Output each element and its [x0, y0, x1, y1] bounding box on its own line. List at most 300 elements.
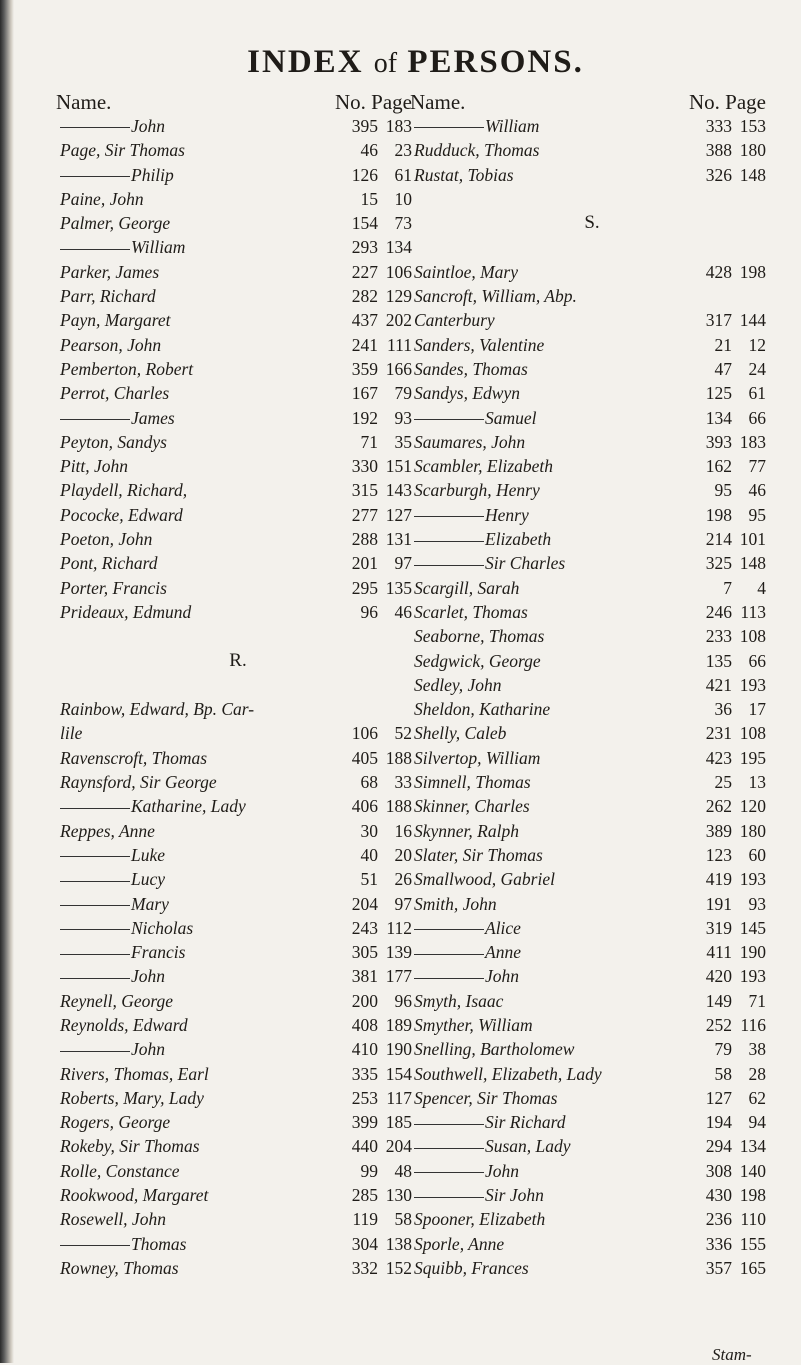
entry-number: 15: [360, 188, 378, 209]
entry-name: [414, 794, 530, 818]
entry-name: [60, 1062, 209, 1086]
index-entry: [408, 600, 776, 624]
index-entry: [408, 916, 776, 940]
entry-name-text: Spooner, Elizabeth: [414, 1209, 546, 1230]
entry-number: 119: [352, 1209, 378, 1230]
entry-number: 295: [351, 577, 378, 598]
ditto-dash: [60, 249, 130, 250]
index-entry: [54, 284, 422, 308]
entry-page: 193: [739, 966, 766, 987]
entry-number: 388: [705, 140, 732, 161]
ditto-dash: [60, 954, 130, 955]
entry-name: [60, 187, 144, 211]
index-entry: [54, 1207, 422, 1231]
entry-page: 143: [385, 480, 412, 501]
entry-page: 112: [386, 917, 412, 938]
entry-page: 117: [386, 1087, 412, 1108]
entry-name: [60, 381, 169, 405]
ditto-dash: [60, 856, 130, 857]
entry-name-text: Smyther, William: [414, 1014, 533, 1035]
index-entry: [54, 1062, 422, 1086]
entry-page: 61: [748, 383, 766, 404]
entry-name: [60, 454, 128, 478]
entry-number: 421: [705, 674, 732, 695]
entry-name: [60, 333, 161, 357]
entry-name-text: Reynolds, Edward: [60, 1014, 188, 1035]
entry-name: [414, 1086, 557, 1110]
entry-name: [414, 819, 519, 843]
entry-name-text: lile: [60, 723, 83, 744]
entry-name: [414, 163, 514, 187]
entry-page: 202: [385, 310, 412, 331]
entry-number: 423: [705, 747, 732, 768]
index-entry: [54, 406, 422, 430]
entry-name-text: Rookwood, Margaret: [60, 1185, 209, 1206]
index-entry: [408, 1207, 776, 1231]
entry-name: [414, 1013, 533, 1037]
entry-number: 317: [705, 310, 732, 331]
entry-page: 73: [394, 213, 412, 234]
index-entry: [408, 430, 776, 454]
entry-name: [60, 819, 155, 843]
entry-page: 120: [739, 796, 766, 817]
entry-number: 95: [714, 480, 732, 501]
entry-name-text: Saumares, John: [414, 431, 526, 452]
entry-name: [60, 357, 193, 381]
entry-number: 96: [360, 601, 378, 622]
entry-page: 134: [385, 237, 412, 258]
index-entry: [54, 527, 422, 551]
index-entry: [408, 721, 776, 745]
entry-number: 325: [705, 553, 732, 574]
entry-page: 77: [748, 456, 766, 477]
entry-number: 106: [351, 723, 378, 744]
entry-name-text: Henry: [485, 504, 529, 525]
entry-number: 336: [705, 1233, 732, 1254]
entry-number: 405: [351, 747, 378, 768]
entry-name: [414, 721, 506, 745]
entry-number: 326: [705, 164, 732, 185]
entry-name: [414, 989, 503, 1013]
entry-name-text: Pemberton, Robert: [60, 358, 194, 379]
entry-name: [60, 916, 193, 940]
index-entry: [54, 235, 422, 259]
index-entry: [408, 406, 776, 430]
index-entry: [408, 673, 776, 697]
index-entry: [54, 600, 422, 624]
entry-name: [60, 406, 175, 430]
index-entry: [54, 1086, 422, 1110]
entry-name: [60, 746, 207, 770]
index-entry: [54, 1232, 422, 1256]
index-entry: [408, 1086, 776, 1110]
entry-number: 231: [705, 723, 732, 744]
ditto-dash: [60, 881, 130, 882]
entry-number: 408: [351, 1014, 378, 1035]
entry-page: 148: [739, 164, 766, 185]
entry-name-text: Rustat, Tobias: [414, 164, 514, 185]
index-entry: [54, 1110, 422, 1134]
index-entry: [408, 1232, 776, 1256]
index-entry: [54, 308, 422, 332]
entry-name: [414, 381, 520, 405]
entry-name: [414, 892, 497, 916]
entry-name-text: Rudduck, Thomas: [414, 140, 540, 161]
entry-number: 25: [714, 772, 732, 793]
entry-name: [414, 624, 544, 648]
entry-number: 21: [714, 334, 732, 355]
entry-page: 195: [739, 747, 766, 768]
entry-page: 20: [394, 844, 412, 865]
entry-name-text: John: [485, 1160, 520, 1181]
index-entry: [54, 867, 422, 891]
entry-page: 116: [740, 1014, 766, 1035]
entry-number: 123: [705, 844, 732, 865]
entry-number: 440: [351, 1136, 378, 1157]
entry-number: 46: [360, 140, 378, 161]
header-no-page: No. Page: [335, 90, 412, 114]
entry-name-text: Mary: [131, 893, 169, 914]
entry-number: 410: [351, 1039, 378, 1060]
ditto-dash: [60, 978, 130, 979]
entry-page: 183: [385, 116, 412, 136]
page-binding-edge: [0, 0, 14, 1363]
entry-number: 381: [351, 966, 378, 987]
entry-page: 33: [394, 772, 412, 793]
index-entry: [54, 843, 422, 867]
entry-page: 94: [748, 1112, 766, 1133]
entry-number: 282: [351, 286, 378, 307]
index-entry: [54, 794, 422, 818]
entry-page: 97: [394, 553, 412, 574]
entry-name: [414, 1183, 544, 1207]
entry-number: 335: [351, 1063, 378, 1084]
ditto-dash: [414, 1172, 484, 1173]
entry-number: 420: [705, 966, 732, 987]
entry-page: 135: [385, 577, 412, 598]
index-entry: [54, 163, 422, 187]
entry-page: 127: [385, 504, 412, 525]
entry-name-text: Philip: [131, 164, 174, 185]
entry-page: 193: [739, 674, 766, 695]
entry-name: [414, 1062, 602, 1086]
entry-number: 204: [351, 893, 378, 914]
entry-name: [60, 964, 165, 988]
entry-name: [414, 1207, 545, 1231]
index-entry: [54, 454, 422, 478]
index-entry: [408, 454, 776, 478]
index-entry: [408, 163, 776, 187]
entry-name: [414, 1110, 566, 1134]
entry-name-text: John: [131, 116, 166, 136]
entry-number: 201: [351, 553, 378, 574]
index-entry: [408, 284, 776, 308]
entry-number: 154: [351, 213, 378, 234]
entry-number: 135: [705, 650, 732, 671]
index-entry: [54, 187, 422, 211]
ditto-dash: [60, 808, 130, 809]
entry-name: [60, 284, 156, 308]
index-entry: [54, 916, 422, 940]
ditto-dash: [414, 419, 484, 420]
entry-name: [60, 1013, 188, 1037]
index-entry: [54, 478, 422, 502]
entry-name-text: Sancroft, William, Abp.: [414, 286, 577, 307]
ditto-dash: [414, 1197, 484, 1198]
entry-page: 28: [748, 1063, 766, 1084]
entry-name-text: Skinner, Charles: [414, 796, 530, 817]
entry-name-text: Page, Sir Thomas: [60, 140, 185, 161]
entry-page: 4: [757, 577, 766, 598]
entry-number: 411: [706, 942, 732, 963]
entry-name-text: William: [485, 116, 540, 136]
entry-number: 305: [351, 942, 378, 963]
entry-name-text: Nicholas: [131, 917, 194, 938]
entry-number: 288: [351, 529, 378, 550]
index-entry: [54, 1134, 422, 1158]
entry-name: [414, 916, 521, 940]
entry-name: [414, 770, 531, 794]
entry-name-text: Scambler, Elizabeth: [414, 456, 554, 477]
entry-name-text: Canterbury: [414, 310, 495, 331]
entry-name: [414, 333, 544, 357]
entry-number: 191: [705, 893, 732, 914]
entry-page: 46: [748, 480, 766, 501]
entry-name-text: Perrot, Charles: [60, 383, 170, 404]
entry-page: 61: [394, 164, 412, 185]
entry-number: 294: [705, 1136, 732, 1157]
entry-page: 152: [385, 1257, 412, 1278]
index-entry: [408, 1159, 776, 1183]
entry-name: [60, 1086, 204, 1110]
entry-page: 13: [748, 772, 766, 793]
entry-name: [60, 843, 165, 867]
entry-name-text: Paine, John: [60, 188, 144, 209]
index-entry: [408, 576, 776, 600]
index-entry: [408, 1183, 776, 1207]
ditto-dash: [414, 1124, 484, 1125]
entry-page: 60: [748, 844, 766, 865]
entry-page: 113: [740, 601, 766, 622]
entry-name-text: Rainbow, Edward, Bp. Car-: [60, 699, 255, 720]
entry-name-text: Anne: [485, 942, 521, 963]
entry-name-text: Porter, Francis: [60, 577, 167, 598]
entry-page: 190: [739, 942, 766, 963]
entry-number: 227: [351, 261, 378, 282]
entry-name: [414, 1037, 574, 1061]
entry-name-text: Reynell, George: [60, 990, 174, 1011]
entry-name: [414, 284, 577, 308]
entry-name-text: Roberts, Mary, Lady: [60, 1087, 204, 1108]
entry-page: 144: [739, 310, 766, 331]
entry-name-text: Skynner, Ralph: [414, 820, 519, 841]
ditto-dash: [60, 905, 130, 906]
entry-number: 243: [351, 917, 378, 938]
index-entry: [408, 819, 776, 843]
entry-page: 130: [385, 1185, 412, 1206]
entry-page: 180: [739, 820, 766, 841]
entry-name-text: Scarlet, Thomas: [414, 601, 528, 622]
index-entry: [54, 357, 422, 381]
ditto-dash: [60, 127, 130, 128]
entry-name: [414, 843, 543, 867]
entry-name: [60, 1037, 165, 1061]
entry-name-text: Sir Charles: [485, 553, 566, 574]
index-entry: [54, 697, 422, 721]
entry-page: 106: [385, 261, 412, 282]
entry-name-text: Parr, Richard: [60, 286, 156, 307]
entry-name-text: William: [131, 237, 186, 258]
entry-page: 153: [739, 116, 766, 136]
index-entry: [408, 1110, 776, 1134]
entry-name: [60, 138, 185, 162]
index-entry: [54, 1159, 422, 1183]
ditto-dash: [60, 1051, 130, 1052]
entry-name-text: John: [131, 966, 166, 987]
entry-page: 154: [385, 1063, 412, 1084]
entry-number: 359: [351, 358, 378, 379]
entry-page: 38: [748, 1039, 766, 1060]
entry-name: [414, 551, 565, 575]
entry-name: [414, 1134, 571, 1158]
header-name: Name.: [56, 90, 112, 114]
entry-page: 131: [385, 529, 412, 550]
entry-name-text: Scarburgh, Henry: [414, 480, 540, 501]
index-entry: [54, 551, 422, 575]
index-entry: [54, 333, 422, 357]
entry-name: [414, 406, 537, 430]
entry-name: [414, 1159, 519, 1183]
entry-page: 177: [385, 966, 412, 987]
entry-name-text: Smith, John: [414, 893, 497, 914]
ditto-dash: [414, 127, 484, 128]
index-entry: [54, 1256, 422, 1280]
section-letter: R.: [229, 649, 247, 671]
entry-name: [414, 478, 540, 502]
entry-name-text: Southwell, Elizabeth, Lady: [414, 1063, 602, 1084]
entry-number: 308: [705, 1160, 732, 1181]
entry-name-text: Smallwood, Gabriel: [414, 869, 555, 890]
index-entry: [408, 260, 776, 284]
entry-name-text: Rolle, Constance: [60, 1160, 180, 1181]
entry-number: 79: [714, 1039, 732, 1060]
ditto-dash: [414, 565, 484, 566]
entry-name-text: Playdell, Richard,: [60, 480, 188, 501]
entry-name: [60, 697, 254, 721]
entry-number: 333: [705, 116, 732, 136]
entry-name-text: Francis: [131, 942, 186, 963]
entry-name: [414, 308, 495, 332]
entry-page: 24: [748, 358, 766, 379]
entry-name: [414, 527, 551, 551]
entry-number: 192: [351, 407, 378, 428]
entry-number: 262: [705, 796, 732, 817]
entry-number: 406: [351, 796, 378, 817]
ditto-dash: [414, 1148, 484, 1149]
entry-name: [60, 163, 174, 187]
title-main: INDEX: [247, 44, 364, 80]
entry-name: [60, 770, 217, 794]
index-entry: [54, 1013, 422, 1037]
entry-name-text: Susan, Lady: [485, 1136, 571, 1157]
index-entry: [54, 964, 422, 988]
entry-page: 189: [385, 1014, 412, 1035]
entry-page: 96: [394, 990, 412, 1011]
entry-page: 148: [739, 553, 766, 574]
entry-name: [414, 649, 541, 673]
entry-name: [414, 697, 550, 721]
entry-name-text: John: [131, 1039, 166, 1060]
index-entry: [54, 430, 422, 454]
entry-number: 389: [705, 820, 732, 841]
entry-number: 330: [351, 456, 378, 477]
entry-number: 428: [705, 261, 732, 282]
entry-name-text: Sporle, Anne: [414, 1233, 505, 1254]
section-letter: S.: [584, 212, 600, 234]
entry-name: [414, 430, 525, 454]
entry-page: 185: [385, 1112, 412, 1133]
entry-number: 58: [714, 1063, 732, 1084]
entry-page: 111: [387, 334, 412, 355]
entry-name-text: Katharine, Lady: [131, 796, 246, 817]
entry-name-text: Sanders, Valentine: [414, 334, 545, 355]
entry-name: [414, 940, 521, 964]
entry-name-text: John: [485, 966, 520, 987]
index-entry: [408, 1134, 776, 1158]
index-entry: [408, 794, 776, 818]
index-entry: [408, 503, 776, 527]
index-entry: [54, 1037, 422, 1061]
entry-name-text: Peyton, Sandys: [60, 431, 167, 452]
entry-number: 357: [705, 1257, 732, 1278]
header-name: Name.: [410, 90, 466, 114]
entry-number: 30: [360, 820, 378, 841]
entry-name-text: Silvertop, William: [414, 747, 541, 768]
entry-page: 108: [739, 723, 766, 744]
entry-number: 68: [360, 772, 378, 793]
entry-name-text: Pont, Richard: [60, 553, 158, 574]
blank-line: [408, 187, 776, 211]
entry-name: [60, 940, 185, 964]
index-entry: [408, 892, 776, 916]
entry-name: [60, 576, 167, 600]
catchword: Stam-: [712, 1345, 752, 1364]
entry-page: 139: [385, 942, 412, 963]
entry-name-text: Sandys, Edwyn: [414, 383, 520, 404]
entry-name-text: Rivers, Thomas, Earl: [60, 1063, 209, 1084]
index-entry: [54, 989, 422, 1013]
entry-name-text: Reppes, Anne: [60, 820, 155, 841]
entry-number: 253: [351, 1087, 378, 1108]
index-column-right: [408, 90, 776, 1280]
page-title: [30, 44, 801, 81]
entry-name-text: Pearson, John: [60, 334, 162, 355]
entry-page: 204: [385, 1136, 412, 1157]
index-entry: [54, 138, 422, 162]
entry-page: 138: [385, 1233, 412, 1254]
blank-line: [54, 624, 422, 648]
entry-page: 155: [739, 1233, 766, 1254]
entry-page: 10: [394, 188, 412, 209]
entry-name: [60, 1183, 208, 1207]
entry-page: 46: [394, 601, 412, 622]
entry-page: 95: [748, 504, 766, 525]
entry-number: 125: [705, 383, 732, 404]
entry-number: 40: [360, 844, 378, 865]
entry-page: 145: [739, 917, 766, 938]
entry-name: [414, 964, 519, 988]
index-entry: [408, 697, 776, 721]
